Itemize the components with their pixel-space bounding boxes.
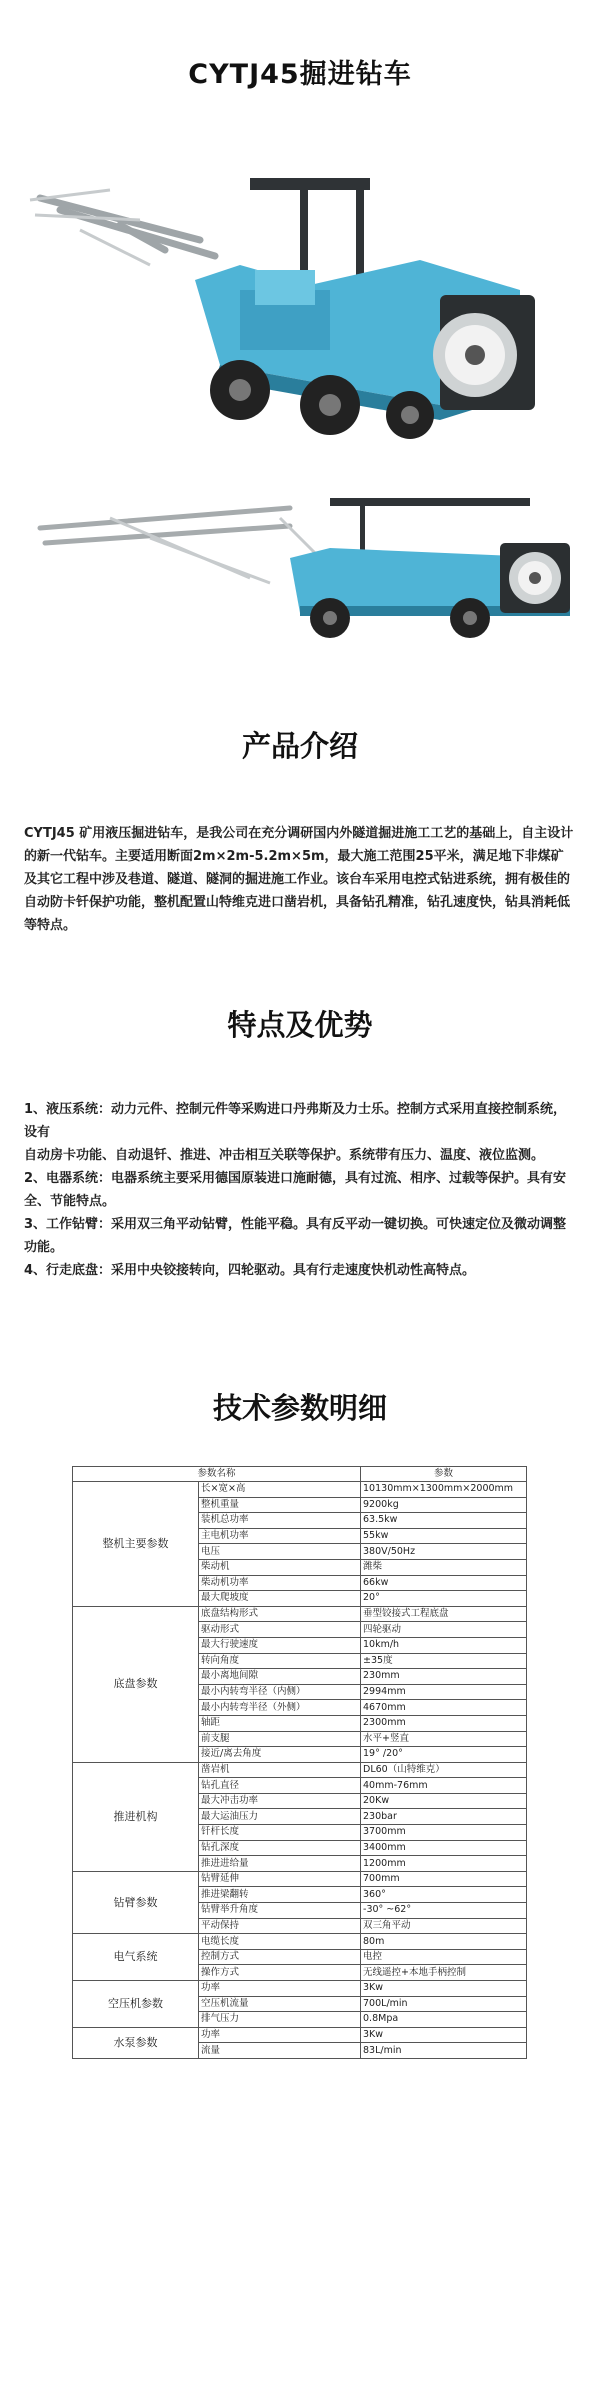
spec-param-value: 19° /20° [361, 1747, 527, 1763]
spec-param-value: 3Kw [361, 1981, 527, 1997]
spec-param-name: 推进梁翻转 [199, 1887, 361, 1903]
spec-param-value: 四轮驱动 [361, 1622, 527, 1638]
intro-heading: 产品介绍 [241, 729, 358, 763]
spec-param-value: 700mm [361, 1871, 527, 1887]
drill-rig-illustration [0, 170, 600, 440]
spec-param-value: -30° ~62° [361, 1903, 527, 1919]
spec-param-value: ±35度 [361, 1653, 527, 1669]
spec-param-value: 1200mm [361, 1856, 527, 1872]
spec-param-name: 最大冲击功率 [199, 1793, 361, 1809]
drill-rig-image-side [0, 488, 600, 648]
spec-param-value: 9200kg [361, 1497, 527, 1513]
spec-param-name: 底盘结构形式 [199, 1606, 361, 1622]
spec-table-body [73, 1482, 527, 2059]
spec-param-name: 排气压力 [199, 2012, 361, 2028]
spec-param-name: 钻臂延伸 [199, 1871, 361, 1887]
spec-param-name: 控制方式 [199, 1949, 361, 1965]
spec-param-name: 凿岩机 [199, 1762, 361, 1778]
table-row [73, 1762, 527, 1778]
spec-param-name: 钻孔深度 [199, 1840, 361, 1856]
spec-header-value: 参数 [361, 1467, 527, 1482]
spec-param-name: 最小内转弯半径（内侧） [199, 1684, 361, 1700]
spec-param-name: 功率 [199, 1981, 361, 1997]
spec-header-name: 参数名称 [73, 1467, 361, 1482]
spec-param-value: 230mm [361, 1669, 527, 1685]
spec-param-value: 20Kw [361, 1793, 527, 1809]
feature-item: 2、电器系统：电器系统主要采用德国原装进口施耐德，具有过流、相序、过载等保护。具有安全、节能特点。 [24, 1171, 567, 1209]
spec-param-value: 20° [361, 1591, 527, 1607]
table-row [73, 2027, 527, 2043]
spec-param-value: 63.5kw [361, 1513, 527, 1529]
spec-param-value: 66kw [361, 1575, 527, 1591]
spec-group-name: 钻臂参数 [73, 1871, 199, 1933]
spec-param-name: 最大运油压力 [199, 1809, 361, 1825]
spec-param-value: 0.8Mpa [361, 2012, 527, 2028]
spec-param-value: 55kw [361, 1528, 527, 1544]
table-row [73, 1482, 527, 1498]
spec-param-value: 40mm-76mm [361, 1778, 527, 1794]
spec-param-name: 钻孔直径 [199, 1778, 361, 1794]
spec-param-name: 操作方式 [199, 1965, 361, 1981]
spec-header-row [73, 1467, 527, 1482]
spec-param-name: 主电机功率 [199, 1528, 361, 1544]
spec-param-name: 轴距 [199, 1715, 361, 1731]
spec-param-value: 电控 [361, 1949, 527, 1965]
spec-param-value: 83L/min [361, 2043, 527, 2059]
spec-param-value: 3700mm [361, 1825, 527, 1841]
spec-param-name: 长×宽×高 [199, 1482, 361, 1498]
spec-param-name: 钻臂举升角度 [199, 1903, 361, 1919]
spec-param-value: 垂型铰接式工程底盘 [361, 1606, 527, 1622]
spec-group-name: 空压机参数 [73, 1981, 199, 2028]
spec-param-name: 平动保持 [199, 1918, 361, 1934]
spec-param-name: 空压机流量 [199, 1996, 361, 2012]
spec-table [72, 1466, 527, 2059]
spec-param-value: 2300mm [361, 1715, 527, 1731]
table-row [73, 1871, 527, 1887]
intro-paragraph: CYTJ45 矿用液压掘进钻车，是我公司在充分调研国内外隧道掘进施工工艺的基础上，自主设计的新一代钻车。主要适用断面2m×2m-5.2m×5m，最大施工范围25平米，满足地下非煤矿及其它工程中涉及巷道、隧道、隧洞的掘进施工作业。该台车采用电控式钻进系统，拥有极佳的自动防卡钎保护功能，整机配置山特维克进口凿岩机，具备钻孔精准，钻孔速度快，钻具消耗低等特点。 [24, 826, 574, 933]
spec-param-name: 电缆长度 [199, 1934, 361, 1950]
spec-param-name: 钎杆长度 [199, 1825, 361, 1841]
spec-param-value: 4670mm [361, 1700, 527, 1716]
table-row [73, 1981, 527, 1997]
spec-param-value: 3400mm [361, 1840, 527, 1856]
spec-param-value: 10km/h [361, 1637, 527, 1653]
spec-param-name: 最小内转弯半径（外侧） [199, 1700, 361, 1716]
feature-item: 4、行走底盘：采用中央铰接转向，四轮驱动。具有行走速度快机动性高特点。 [24, 1263, 476, 1278]
spec-param-name: 接近/离去角度 [199, 1747, 361, 1763]
spec-param-name: 前支腿 [199, 1731, 361, 1747]
spec-param-value: 360° [361, 1887, 527, 1903]
spec-param-name: 最大爬坡度 [199, 1591, 361, 1607]
spec-param-value: 水平+竖直 [361, 1731, 527, 1747]
features-heading: 特点及优势 [227, 1008, 373, 1042]
table-row [73, 1606, 527, 1622]
spec-param-value: 3Kw [361, 2027, 527, 2043]
spec-param-name: 驱动形式 [199, 1622, 361, 1638]
spec-param-name: 电压 [199, 1544, 361, 1560]
spec-param-name: 功率 [199, 2027, 361, 2043]
spec-param-value: 700L/min [361, 1996, 527, 2012]
spec-param-name: 转向角度 [199, 1653, 361, 1669]
page-title: CYTJ45掘进钻车 [188, 59, 412, 90]
spec-param-value: 80m [361, 1934, 527, 1950]
feature-item: 自动房卡功能、自动退钎、推进、冲击相互关联等保护。系统带有压力、温度、液位监测。 [24, 1148, 545, 1163]
spec-table-container [72, 1466, 526, 2059]
spec-param-value: DL60（山特维克） [361, 1762, 527, 1778]
spec-param-name: 柴动机功率 [199, 1575, 361, 1591]
features-list [24, 1098, 576, 1282]
spec-param-name: 柴动机 [199, 1559, 361, 1575]
spec-group-name: 水泵参数 [73, 2027, 199, 2058]
feature-item: 3、工作钻臂：采用双三角平动钻臂，性能平稳。具有反平动一键切换。可快速定位及微动调整功能。 [24, 1217, 567, 1255]
spec-param-name: 装机总功率 [199, 1513, 361, 1529]
spec-group-name: 底盘参数 [73, 1606, 199, 1762]
spec-group-name: 整机主要参数 [73, 1482, 199, 1607]
spec-param-name: 推进进给量 [199, 1856, 361, 1872]
spec-param-name: 整机重量 [199, 1497, 361, 1513]
drill-rig-image-front [0, 170, 600, 440]
spec-param-value: 10130mm×1300mm×2000mm [361, 1482, 527, 1498]
spec-param-value: 潍柴 [361, 1559, 527, 1575]
table-row [73, 1934, 527, 1950]
spec-param-value: 380V/50Hz [361, 1544, 527, 1560]
spec-param-name: 流量 [199, 2043, 361, 2059]
spec-param-name: 最小离地间隙 [199, 1669, 361, 1685]
spec-param-name: 最大行驶速度 [199, 1637, 361, 1653]
spec-heading: 技术参数明细 [212, 1391, 387, 1425]
drill-rig-side-illustration [0, 488, 600, 648]
spec-param-value: 230bar [361, 1809, 527, 1825]
spec-param-value: 双三角平动 [361, 1918, 527, 1934]
spec-group-name: 电气系统 [73, 1934, 199, 1981]
spec-param-value: 2994mm [361, 1684, 527, 1700]
spec-group-name: 推进机构 [73, 1762, 199, 1871]
spec-param-value: 无线遥控+本地手柄控制 [361, 1965, 527, 1981]
feature-item: 1、液压系统：动力元件、控制元件等采购进口丹弗斯及力士乐。控制方式采用直接控制系统，设有 [24, 1102, 567, 1140]
